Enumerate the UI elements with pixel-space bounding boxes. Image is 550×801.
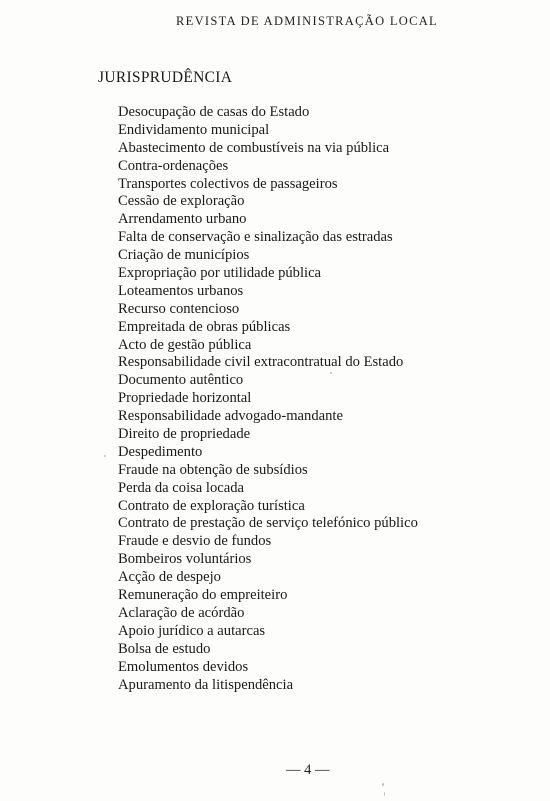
topics-list [118,104,418,694]
section-title: JURISPRUDÊNCIA [98,69,233,86]
list-item: Falta de conservação e sinalização das estradas [118,229,393,246]
scan-speck [382,783,384,786]
list-item: Emolumentos devidos [118,658,249,675]
list-item: Endividamento municipal [118,121,270,138]
list-item: Transportes colectivos de passageiros [118,175,338,192]
list-item: Acção de despejo [118,569,221,586]
list-item: Contra-ordenações [118,157,229,174]
page-number: — 4 — [286,762,330,778]
list-item: Responsabilidade advogado-mandante [118,408,343,425]
list-item: Contrato de prestação de serviço telefónico público [118,515,418,532]
list-item: Despedimento [118,443,203,460]
list-item: Aclaração de acórdão [118,604,245,621]
list-item: Apoio jurídico a autarcas [118,622,266,639]
list-item: Bombeiros voluntários [118,551,252,568]
list-item: Fraude e desvio de fundos [118,533,272,550]
list-item: Arrendamento urbano [118,211,247,228]
list-item: Desocupação de casas do Estado [118,104,310,120]
list-item: Remuneração do empreiteiro [118,587,288,604]
list-item: Cessão de exploração [118,193,245,210]
list-item: Loteamentos urbanos [118,282,244,299]
list-item: Propriedade horizontal [118,390,252,407]
list-item: Expropriação por utilidade pública [118,265,322,282]
list-item: Criação de municípios [118,247,250,264]
list-item: Bolsa de estudo [118,640,211,657]
scan-speck [104,455,106,457]
list-item: Perda da coisa locada [118,479,245,496]
running-header: REVISTA DE ADMINISTRAÇÃO LOCAL [176,14,438,28]
list-item: Contrato de exploração turística [118,497,305,514]
list-item: Empreitada de obras públicas [118,318,291,335]
list-item: Documento autêntico [118,372,244,389]
list-item: Fraude na obtenção de subsídios [118,461,308,478]
list-item: Responsabilidade civil extracontratual do Estado [118,354,404,371]
list-item: Recurso contencioso [118,300,240,317]
scan-speck [330,372,332,374]
list-item: Apuramento da litispendência [118,676,294,693]
list-item: Acto de gestão pública [118,336,252,353]
scan-speck [384,792,385,796]
list-item: Direito de propriedade [118,426,251,443]
list-item: Abastecimento de combustíveis na via pública [118,139,390,156]
